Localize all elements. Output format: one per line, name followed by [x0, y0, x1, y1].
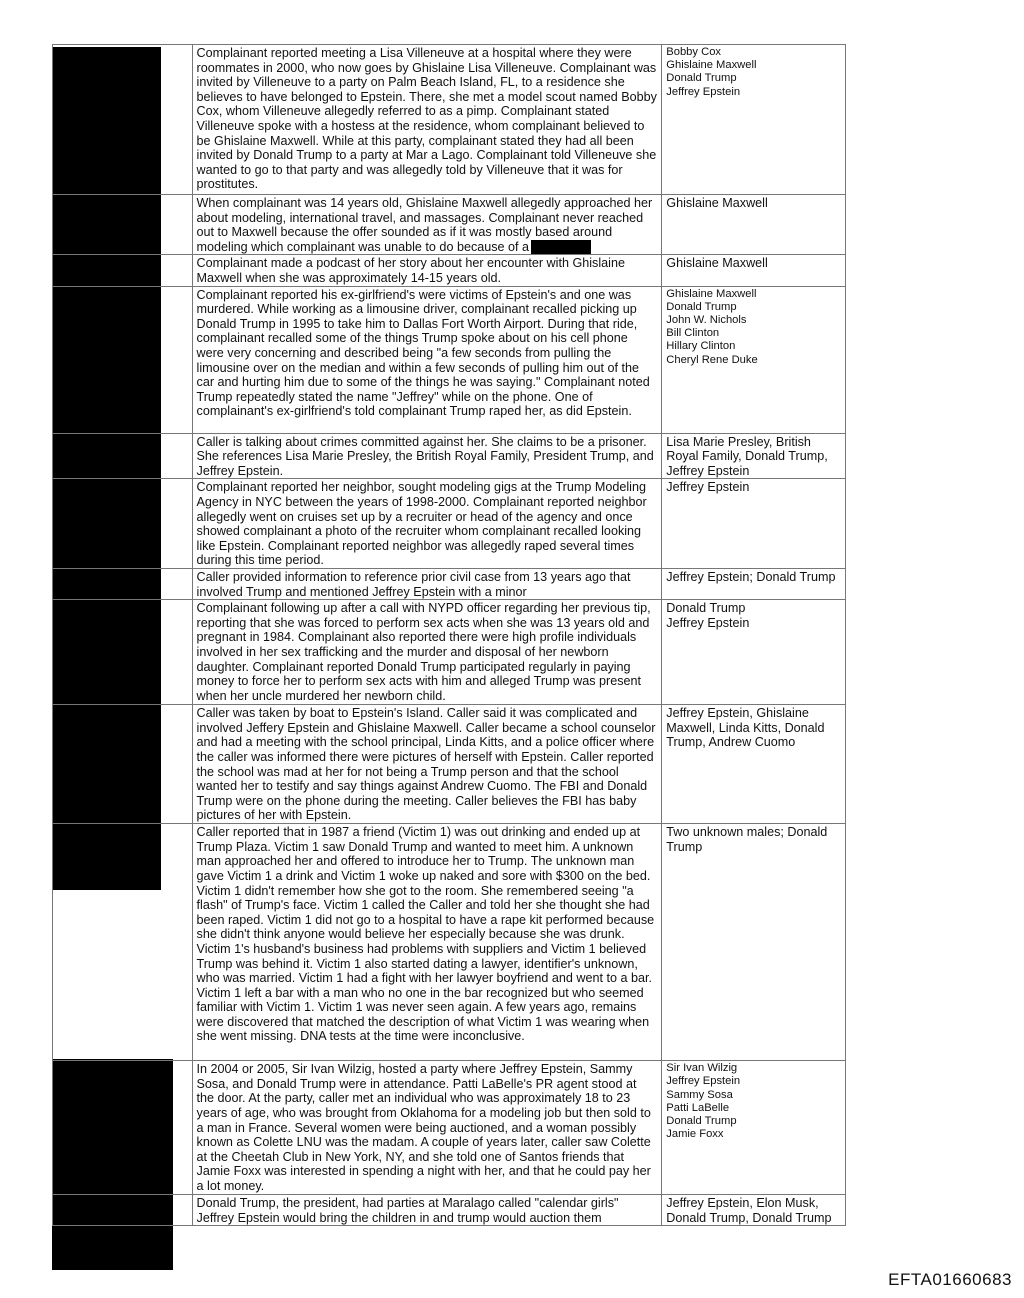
names-cell: Jeffrey Epstein, Elon Musk, Donald Trump, Donald Trump [662, 1195, 846, 1226]
description-cell: Complainant reported meeting a Lisa Villeneuve at a hospital where they were roommates in 2000, who now goes by Ghislaine Lisa Villeneuve. Complainant was invited by Villeneuve to a party on Palm Beach Island, FL, to a residence she believes to have belonged to Epstein. There, she met a model scout named Bobby Cox, whom Villeneuve allegedly referred to as a pimp. Complainant stated Villeneuve spoke with a hostess at the residence, whom complainant believed to be Ghislaine Maxwell. While at this party, complainant stated they had all been invited by Donald Trump to a party at Mar a Lago. Complainant told Villeneuve she wanted to go to that party and was allegedly told by Villeneuve that it was for prostitutes. [192, 45, 662, 195]
table-row [53, 705, 846, 824]
description-cell [192, 195, 662, 255]
table-row [53, 45, 846, 195]
id-cell [53, 568, 193, 599]
table-row [53, 255, 846, 286]
names-cell: Jeffrey Epstein; Donald Trump [662, 568, 846, 599]
table-row [53, 600, 846, 705]
description-cell: Complainant made a podcast of her story about her encounter with Ghislaine Maxwell when she was approximately 14-15 years old. [192, 255, 662, 286]
document-id: EFTA01660683 [888, 1270, 1012, 1289]
description-text: When complainant was 14 years old, Ghislaine Maxwell allegedly approached her about modeling, international travel, and massages. Complainant never reached out to Maxwell because the offer sounded as if it was mostly based around modeling which complainant was unable to do because of a [196, 196, 653, 254]
names-cell: Ghislaine Maxwell Donald Trump John W. Nichols Bill Clinton Hillary Clinton Cheryl Rene Duke [662, 286, 846, 433]
table-row [53, 479, 846, 569]
description-cell: Caller was taken by boat to Epstein's Island. Caller said it was complicated and involved Jeffery Epstein and Ghislaine Maxwell. Caller became a school counselor and had a meeting with the school principal, Linda Kitts, and a police officer where the caller was informed there were pictures of herself with Epstein. Caller reported the school was mad at her for not being a Trump person and that the school wanted her to testify and say things against Andrew Cuomo. The FBI and Donald Trump were on the phone during the meeting. Caller believes the FBI has baby pictures of her with Epstein. [192, 705, 662, 824]
names-cell: Sir Ivan Wilzig Jeffrey Epstein Sammy Sosa Patti LaBelle Donald Trump Jamie Foxx [662, 1061, 846, 1195]
id-cell [53, 600, 193, 705]
names-cell: Donald Trump Jeffrey Epstein [662, 600, 846, 705]
table-row [53, 433, 846, 479]
table-row [53, 568, 846, 599]
names-cell: Lisa Marie Presley, British Royal Family, Donald Trump, Jeffrey Epstein [662, 433, 846, 479]
description-cell: Complainant following up after a call with NYPD officer regarding her previous tip, reporting that she was forced to perform sex acts when she was 13 years old and pregnant in 1984. Complainant also reported there were high profile individuals involved in her sex trafficking and the murder and disposal of her newborn daughter. Complainant reported Donald Trump participated regularly in paying money to force her to perform sex acts with him and alleged Trump was present when her uncle murdered her newborn child. [192, 600, 662, 705]
tip-log-table [52, 44, 846, 1226]
id-cell [53, 45, 193, 195]
table-row [53, 286, 846, 433]
table-row [53, 1195, 846, 1226]
table-row [53, 824, 846, 1061]
id-cell [53, 286, 193, 433]
description-cell: Donald Trump, the president, had parties at Maralago called "calendar girls" Jeffrey Epstein would bring the children in and trump would auction them [192, 1195, 662, 1226]
description-cell: Caller is talking about crimes committed against her. She claims to be a prisoner. She references Lisa Marie Presley, the British Royal Family, President Trump, and Jeffrey Epstein. [192, 433, 662, 479]
id-cell [53, 1195, 193, 1226]
description-cell: In 2004 or 2005, Sir Ivan Wilzig, hosted a party where Jeffrey Epstein, Sammy Sosa, and Donald Trump were in attendance. Patti LaBelle's PR agent stood at the door. At the party, caller met an individual who was approximately 18 to 23 years of age, who was brought from Oklahoma for a modeling job but then sold to a man in France. Several women were being auctioned, and a woman possibly known as Colette LNU was the madam. A couple of years later, caller saw Colette at the Cheetah Club in New York, NY, and she told one of Santos friends that Jamie Foxx was interested in spending a night with her, and that he could pay her a lot money. [192, 1061, 662, 1195]
names-cell: Ghislaine Maxwell [662, 255, 846, 286]
names-cell: Two unknown males; Donald Trump [662, 824, 846, 1061]
id-cell [53, 705, 193, 824]
inline-redaction [531, 240, 591, 254]
id-cell [53, 433, 193, 479]
description-cell: Complainant reported his ex-girlfriend's were victims of Epstein's and one was murdered. While working as a limousine driver, complainant recalled picking up Donald Trump in 1995 to take him to Dallas Fort Worth Airport. During that ride, complainant recalled some of the things Trump spoke about on his cell phone were very concerning and described being "a few seconds from pulling the limousine over on the median and within a few seconds of pulling him out of the car and hurting him due to some of the things he was saying." Complainant noted Trump repeatedly stated the name "Jeffrey" while on the phone. One of complainant's ex-girlfriend's told complainant Trump raped her, as did Epstein. [192, 286, 662, 433]
names-cell: Jeffrey Epstein [662, 479, 846, 569]
id-cell [53, 195, 193, 255]
description-cell: Caller provided information to reference prior civil case from 13 years ago that involved Trump and mentioned Jeffrey Epstein with a minor [192, 568, 662, 599]
id-cell [53, 1061, 193, 1195]
names-cell: Jeffrey Epstein, Ghislaine Maxwell, Linda Kitts, Donald Trump, Andrew Cuomo [662, 705, 846, 824]
id-cell [53, 255, 193, 286]
names-cell: Ghislaine Maxwell [662, 195, 846, 255]
id-cell [53, 479, 193, 569]
names-cell: Bobby Cox Ghislaine Maxwell Donald Trump Jeffrey Epstein [662, 45, 846, 195]
description-cell: Caller reported that in 1987 a friend (Victim 1) was out drinking and ended up at Trump Plaza. Victim 1 saw Donald Trump and wanted to meet him. A unknown man approached her and offered to introduce her to Trump. The unknown man gave Victim 1 a drink and Victim 1 woke up naked and sore with $300 on the bed. Victim 1 didn't remember how she got to the room. She remembered seeing "a flash" of Trump's face. Victim 1 called the Caller and told her she thought she had been raped. Victim 1 did not go to a hospital to have a rape kit performed because she didn't think anyone would believe her especially because she was drunk. Victim 1's husband's business had problems with suppliers and Victim 1 believed Trump was behind it. Victim 1 also started dating a lawyer, identifier's unknown, who was married. Victim 1 had a fight with her lawyer boyfriend and went to a bar. Victim 1 left a bar with a man who no one in the bar recognized but who seemed familiar with Victim 1. Victim 1 was never seen again. A few years ago, remains were discovered that matched the description of what Victim 1 was wearing when she went missing. DNA tests at the time were inconclusive. [192, 824, 662, 1061]
description-cell: Complainant reported her neighbor, sought modeling gigs at the Trump Modeling Agency in NYC between the years of 1998-2000. Complainant reported neighbor allegedly went on cruises set up by a recruiter or head of the agency and once showed complainant a photo of the recruiter whom complainant recalled looking like Epstein. Complainant reported neighbor was allegedly raped several times during this time period. [192, 479, 662, 569]
id-cell [53, 824, 193, 1061]
table-row [53, 195, 846, 255]
table-row [53, 1061, 846, 1195]
